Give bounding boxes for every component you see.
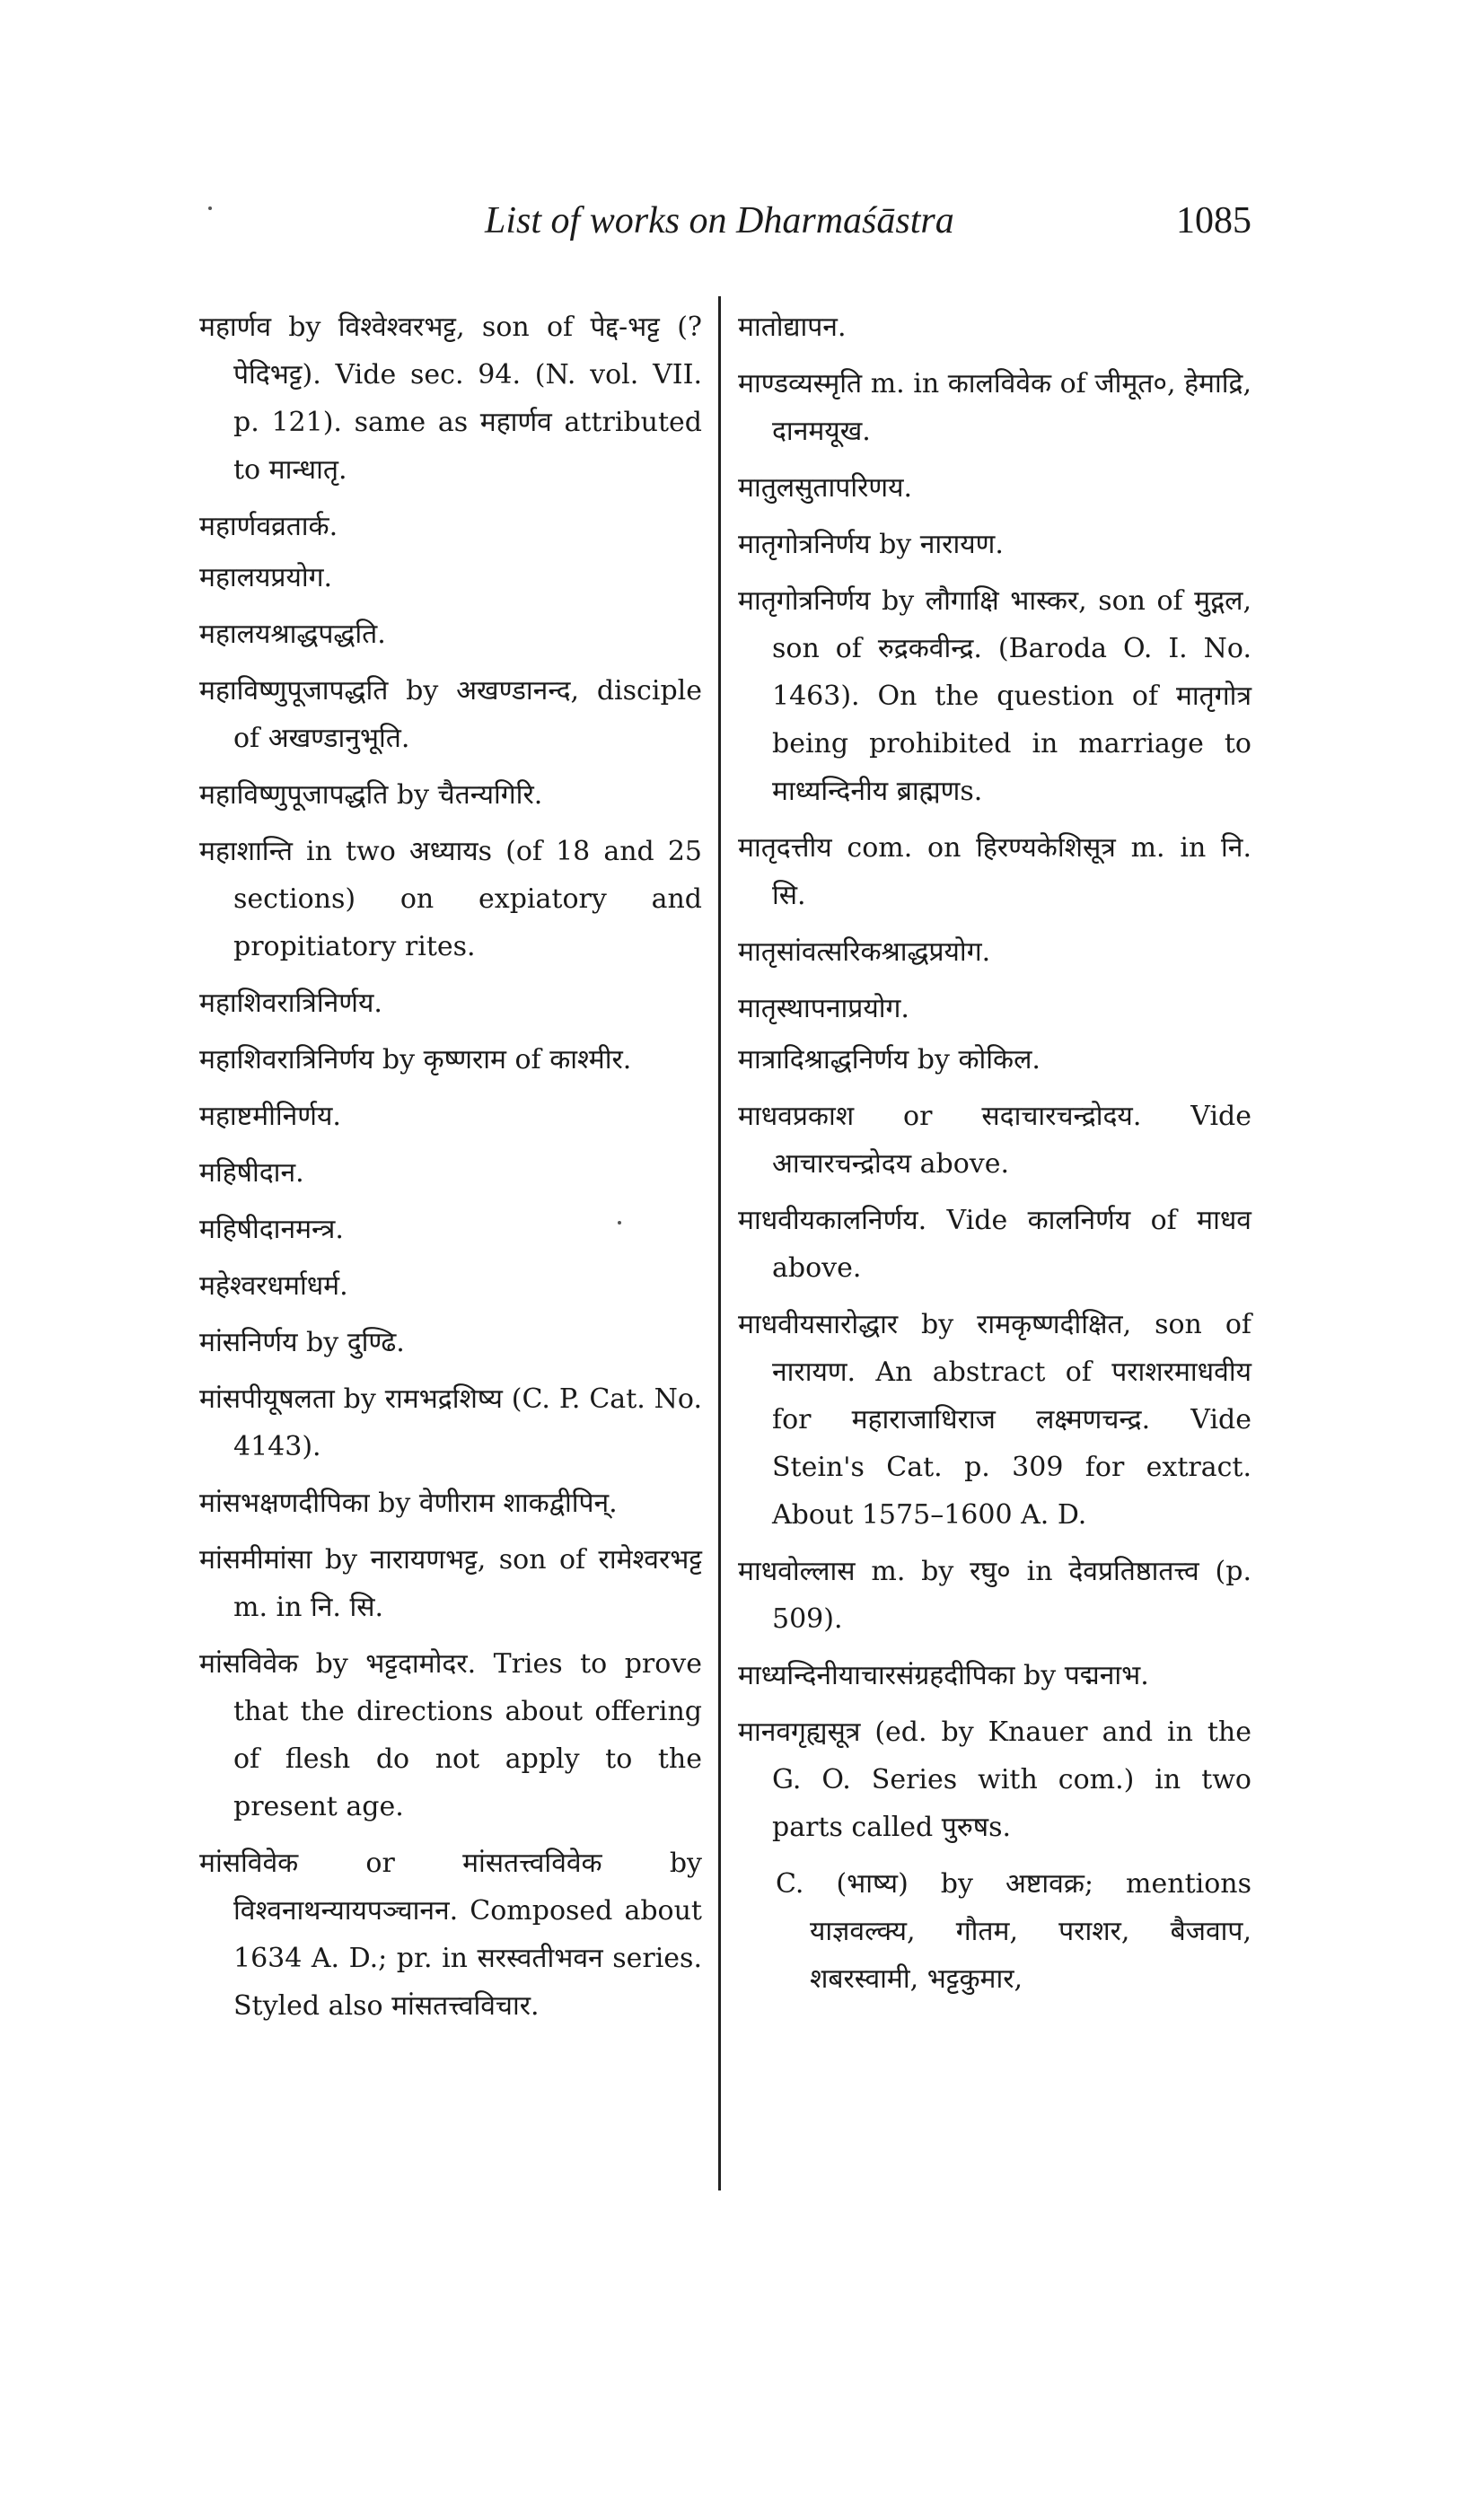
list-item: महालयप्रयोग. xyxy=(199,562,333,593)
list-item: मांसनिर्णय by दुण्ढि. xyxy=(199,1327,405,1358)
list-item: मांसविवेक or मांसतत्त्वविवेक by विश्वनाथन्यायपञ्चानन. Composed about 1634 A. D.; pr. in सरस्वतीभवन series. Styled also मांसतत्त्वविचार. xyxy=(199,1848,702,2022)
list-item: मात्रादिश्राद्धनिर्णय by कोकिल. xyxy=(738,1044,1041,1075)
print-speck xyxy=(618,1221,621,1225)
list-item: महालयश्राद्धपद्धति. xyxy=(199,619,386,650)
list-item: C. (भाष्य) by अष्टावक्र; mentions याज्ञवल्क्य, गौतम, पराशर, बैजवाप, शबरस्वामी, भट्टकुमार, xyxy=(776,1868,1251,1995)
running-title: List of works on Dharmaśāstra xyxy=(485,200,954,241)
list-item: मातृगोत्रनिर्णय by नारायण. xyxy=(738,529,1004,560)
list-item: महाविष्णुपूजापद्धति by चैतन्यगिरि. xyxy=(199,779,543,811)
column-divider xyxy=(718,296,721,2190)
list-item: मातुलसुतापरिणय. xyxy=(738,472,913,504)
list-item: महाविष्णुपूजापद्धति by अखण्डानन्द, disciple of अखण्डानुभूति. xyxy=(199,675,702,754)
list-item: मांसपीयूषलता by रामभद्रशिष्य (C. P. Cat. No. 4143). xyxy=(199,1383,702,1462)
list-item: माधवोल्लास m. by रघु० in देवप्रतिष्ठातत्त्व (p. 509). xyxy=(738,1556,1251,1635)
list-item: माण्डव्यस्मृति m. in कालविवेक of जीमूत०, हेमाद्रि, दानमयूख. xyxy=(738,368,1251,447)
right-column xyxy=(738,303,1251,2012)
list-item: महार्णव by विश्वेश्वरभट्ट, son of पेद्द-भट्ट (? पेदिभट्ट). Vide sec. 94. (N. vol. VII. p. 121). same as महार्णव attributed to मान्धातृ. xyxy=(199,312,702,486)
list-item: मांसमीमांसा by नारायणभट्ट, son of रामेश्वरभट्ट m. in नि. सि. xyxy=(199,1544,702,1623)
list-item: महाशिवरात्रिनिर्णय. xyxy=(199,988,382,1019)
list-item: माध्यन्दिनीयाचारसंग्रहदीपिका by पद्मनाभ. xyxy=(738,1660,1149,1691)
list-item: मातृसांवत्सरिकश्राद्धप्रयोग. xyxy=(738,936,991,968)
list-item: महाशान्ति in two अध्यायs (of 18 and 25 sections) on expiatory and propitiatory rites. xyxy=(199,836,702,962)
list-item: महिषीदानमन्त्र. xyxy=(199,1214,344,1245)
list-item: मातृदत्तीय com. on हिरण्यकेशिसूत्र m. in नि. सि. xyxy=(738,832,1251,911)
list-item: मातोद्यापन. xyxy=(738,312,847,343)
page-number: 1085 xyxy=(1176,200,1251,241)
page-header xyxy=(0,199,1484,253)
list-item: महाष्टमीनिर्णय. xyxy=(199,1101,341,1132)
list-item: मातृस्थापनाप्रयोग. xyxy=(738,993,909,1024)
list-item: माधवीयसारोद्धार by रामकृष्णदीक्षित, son of नारायण. An abstract of पराशरमाधवीय for महाराजाधिराज लक्ष्मणचन्द्र. Vide Stein's Cat. p. 309 for extract. About 1575–1600 A. D. xyxy=(738,1309,1251,1531)
list-item: महाशिवरात्रिनिर्णय by कृष्णराम of काश्मीर. xyxy=(199,1044,632,1075)
list-item: महिषीदान. xyxy=(199,1157,304,1189)
list-item: महार्णवव्रतार्क. xyxy=(199,511,338,542)
list-item: माधवप्रकाश or सदाचारचन्द्रोदय. Vide आचारचन्द्रोदय above. xyxy=(738,1101,1251,1180)
list-item: मांसभक्षणदीपिका by वेणीराम शाकद्वीपिन्. xyxy=(199,1488,618,1519)
print-speck xyxy=(208,206,212,210)
left-column xyxy=(199,303,702,2039)
list-item: महेश्वरधर्माधर्म. xyxy=(199,1270,348,1302)
list-item: मानवगृह्यसूत्र (ed. by Knauer and in the G. O. Series with com.) in two parts called पुरुषs. xyxy=(738,1716,1251,1843)
list-item: मातृगोत्रनिर्णय by लौगाक्षि भास्कर, son of मुद्गल, son of रुद्रकवीन्द्र. (Baroda O. I. No. 1463). On the question of मातृगोत्र being prohibited in marriage to माध्यन्दिनीय ब्राह्मणs. xyxy=(738,585,1251,807)
list-item: मांसविवेक by भट्टदामोदर. Tries to prove that the directions about offering of flesh do not apply to the present age. xyxy=(199,1648,702,1822)
list-item: माधवीयकालनिर्णय. Vide कालनिर्णय of माधव above. xyxy=(738,1205,1251,1284)
